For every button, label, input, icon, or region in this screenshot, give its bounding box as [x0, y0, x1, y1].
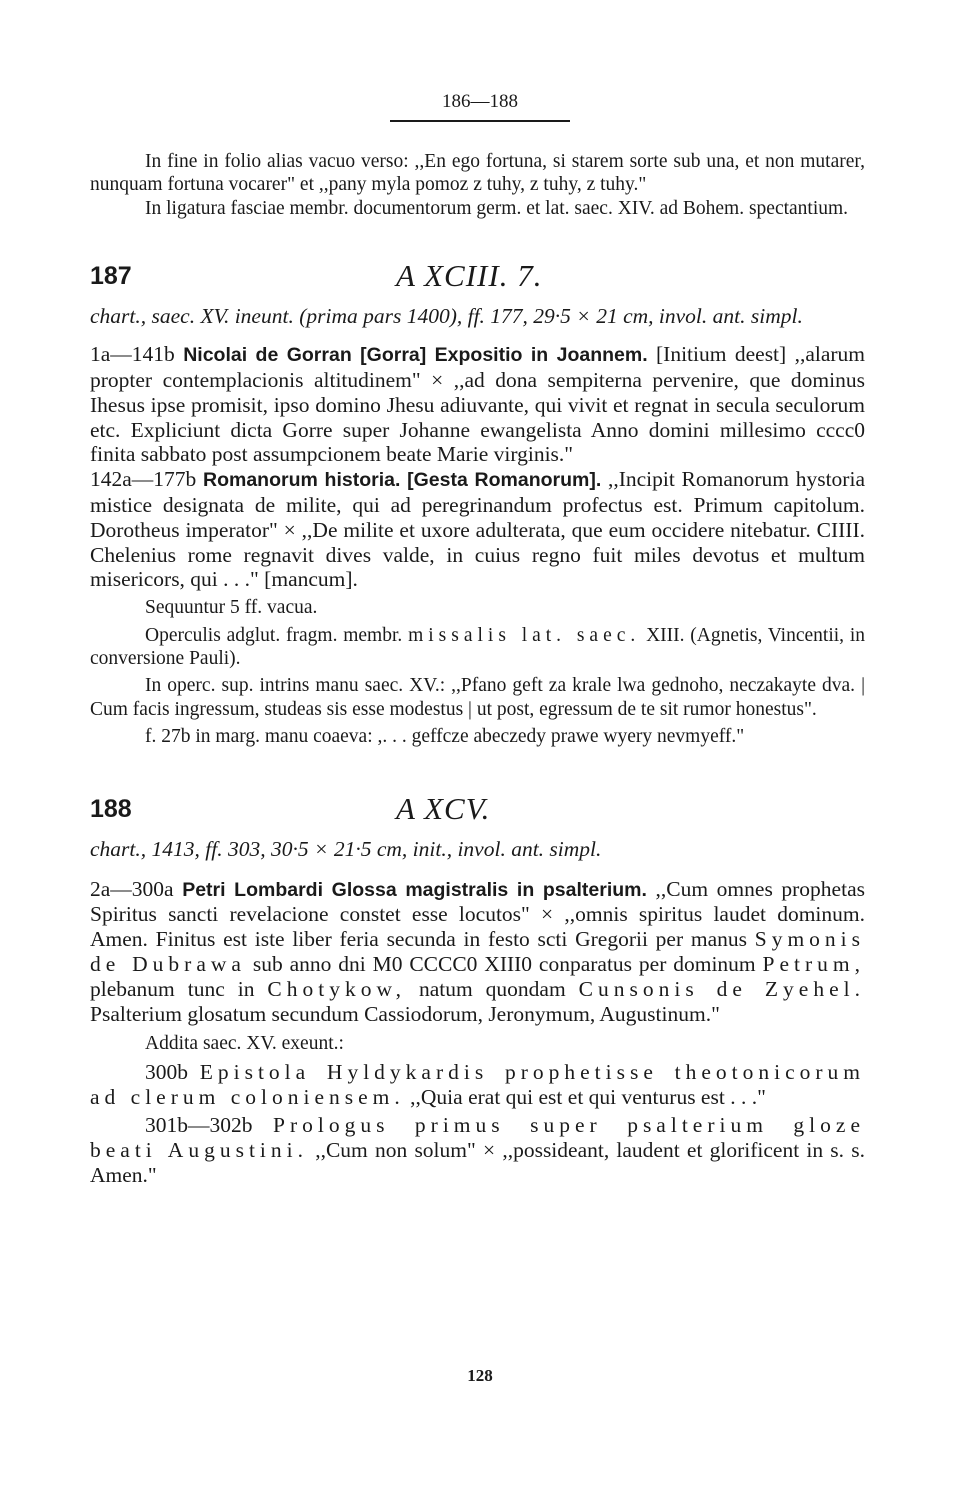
item-text: sub anno dni M0 CCCC0 XIII0 conparatus per dominum: [252, 952, 756, 977]
entry-187-signature: A XCIII. 7.: [396, 258, 543, 294]
entry-188-number: 188: [90, 794, 132, 823]
entry-187-note-3: In operc. sup. intrins manu saec. XV.: ,,Pfano geft za krale lwa gednoho, neczakayte dva. | Cum facis ingressum, studeas sis esse modestus | ut post, egressum de te sit rumor honestus".: [90, 675, 865, 720]
item-text: ,,Incipit Romanorum hystoria mistice designata de milite, qui ad peregrinandum profectus est. Primum capitolum. Dorotheus imperator" × ,,De milite et uxore adulterata, que eum occidere nitebatur. CIIII. Chelenius rome regnavit dives valde, in cuius regno fuit miles devotus et multum misericors, qui . . ." [mancum].: [90, 467, 865, 592]
item-spaced-name: Symonis de Dubrawa: [90, 927, 866, 977]
item-text: natum quondam: [418, 976, 566, 1001]
header-rule: [390, 120, 570, 122]
entry-188-item-3: [90, 1113, 865, 1187]
item-heading: Petri Lombardi Glossa magistralis in psalterium.: [182, 878, 647, 901]
item-text: ,,Quia erat qui est et qui venturus est . . .": [410, 1084, 766, 1109]
page-number: 128: [467, 1366, 493, 1385]
note-text: XIII. (Agnetis, Vincentii, in conversione Pauli).: [90, 624, 865, 669]
entry-187-note-1: Sequuntur 5 ff. vacua.: [145, 597, 318, 619]
item-range: 142a—177b: [90, 467, 197, 492]
item-heading: Nicolai de Gorran [Gorra] Expositio in Joannem.: [183, 344, 648, 367]
entry-187-note-2: [90, 624, 865, 671]
note-text: Operculis adglut. fragm. membr.: [145, 624, 403, 646]
top-paragraph-2: In ligatura fasciae membr. documentorum germ. et lat. saec. XIV. ad Bohem. spectantium.: [145, 197, 849, 219]
item-text: plebanum tunc in: [90, 976, 255, 1001]
item-range: 300b: [145, 1059, 188, 1084]
item-range: 1a—141b: [90, 342, 175, 367]
entry-187-description: chart., saec. XV. ineunt. (prima pars 1400), ff. 177, 29·5 × 21 cm, invol. ant. simpl.: [90, 304, 803, 329]
entry-188-signature: A XCV.: [396, 790, 491, 826]
item-heading: Romanorum historia. [Gesta Romanorum].: [202, 469, 602, 492]
entry-187-item-1: [90, 342, 865, 467]
entry-188-addita: Addita saec. XV. exeunt.:: [145, 1033, 344, 1055]
item-spaced-name: Petrum,: [762, 952, 866, 977]
item-text: ,,Cum omnes prophetas Spiritus sancti revelacione constet esse locutos" × ,,omnis spiritus laudet dominum. Amen. Finitus est iste liber feria secunda in festo scti Gregorii per manus: [90, 876, 865, 952]
entry-188-item-2: [90, 1060, 865, 1110]
entry-187-note-4: f. 27b in marg. manu coaeva: ,. . . geffcze abeczedy prawe wyery nevmyeff.": [145, 726, 745, 748]
entry-188-item-1: [90, 877, 865, 1027]
entry-187-item-2: [90, 467, 865, 592]
item-text: Psalterium glosatum secundum Cassiodorum, Jeronymum, Augustinum.": [90, 1001, 720, 1026]
item-text: ,,Cum non solum" × ,,possideant, laudent et glorificent in s. s. Amen.": [90, 1138, 866, 1187]
item-range: 2a—300a: [90, 876, 174, 901]
item-spaced-name: Chotykow,: [267, 976, 406, 1001]
entry-187-heading: [90, 258, 865, 304]
note-spaced-text: missalis lat. saec.: [408, 624, 641, 646]
page-body: [90, 150, 865, 1188]
item-spaced-title: Epistola Hyldykardis prophetisse theotonicorum ad clerum coloniensem.: [90, 1059, 865, 1109]
item-spaced-title: Prologus primus super psalterium gloze beati Augustini.: [90, 1113, 865, 1163]
item-spaced-name: Cunsonis de Zyehel.: [578, 976, 865, 1001]
top-paragraph-1: In fine in folio alias vacuo verso: ,,En ego fortuna, si starem sorte sub una, et non mutarer, nunquam fortuna vocarer" et ,,pany myla pomoz z tuhy, z tuhy, z tuhy.": [90, 151, 865, 196]
entry-188-description: chart., 1413, ff. 303, 30·5 × 21·5 cm, init., invol. ant. simpl.: [90, 836, 602, 861]
entry-187-number: 187: [90, 262, 132, 291]
item-text: [Initium deest] ,,alarum propter contemplacionis altitudinem" × ,,ad dona sempiterna pervenire, que dominus Ihesus ipse promisit, ipso domino Jhesu adiuvante, qui vivit et regnat in secula seculorum etc. Expliciunt dicta Gorre super Johanne ewangelista Anno domini millesimo cccc0 finita sabbato post assumpcionem beate Marie virginis.": [90, 342, 866, 467]
item-range: 301b—302b: [145, 1113, 253, 1138]
page-header: 186—188: [442, 91, 518, 112]
entry-188-heading: [90, 791, 865, 837]
